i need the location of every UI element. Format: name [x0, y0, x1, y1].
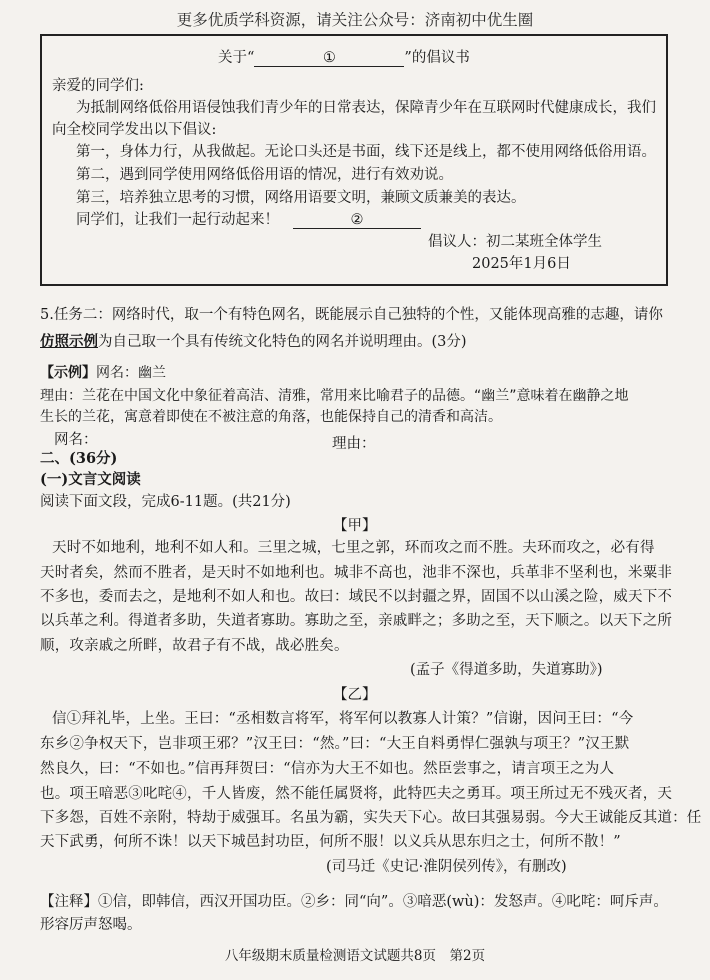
yi-line: 然良久，曰：“不如也。”信再拜贺曰：“信亦为大王不如也。然臣尝事之，请言项王之为人	[40, 761, 615, 777]
yi-line: 东乡②争权天下，岂非项王邪？”汉王曰：“然。”曰：“大王自料勇悍仁强孰与项王？”汉王默	[40, 736, 630, 752]
jia-source: (孟子《得道多助，失道寡助》)	[410, 662, 603, 678]
proposal-date: 2025年1月6日	[472, 256, 571, 272]
section-subheading: (一)文言文阅读	[40, 471, 141, 488]
yi-label: 【乙】	[333, 687, 377, 703]
section-heading: 二、(36分)	[40, 450, 118, 467]
proposal-greeting: 亲爱的同学们:	[52, 78, 144, 94]
proposal-item-1: 第一，身体力行，从我做起。无论口头还是书面，线下还是线上，都不使用网络低俗用语。	[76, 144, 656, 160]
proposal-signer: 倡议人：初二某班全体学生	[428, 234, 602, 250]
yi-line: 也。项王喑恶③叱咤④，千人皆废，然不能任属贤将，此特匹夫之勇耳。项王所过无不残灭者，天	[40, 786, 673, 802]
answer-name-label: 网名：	[54, 432, 98, 448]
notes-line-2: 形容厉声怒喝。	[40, 917, 142, 933]
jia-line: 顺，攻亲戚之所畔，故君子有不战，战必胜矣。	[40, 638, 349, 654]
task5-line-1: 5.任务二：网络时代，取一个有特色网名，既能展示自己独特的个性，又能体现高雅的志趣，请你	[40, 307, 663, 323]
blank-1: ①	[254, 50, 404, 67]
proposal-item-3: 第三，培养独立思考的习惯，网络用语要文明，兼顾文质兼美的表达。	[76, 190, 526, 206]
yi-line: 下多怨，百姓不亲附，特劫于威强耳。名虽为霸，实失天下心。故曰其强易弱。今大王诚能反其道：任	[40, 810, 702, 826]
jia-line: 天时者矣，然而不胜者，是天时不如地利也。城非不高也，池非不深也，兵革非不坚利也，米粟非	[40, 565, 673, 581]
jia-label: 【甲】	[333, 518, 377, 534]
section-instruction: 阅读下面文段，完成6-11题。(共21分)	[40, 494, 291, 510]
answer-reason-label: 理由：	[332, 436, 376, 452]
blank-2: ②	[293, 212, 421, 229]
proposal-intro-1: 为抵制网络低俗用语侵蚀我们青少年的日常表达，保障青少年在互联网时代健康成长，我们	[76, 100, 656, 116]
yi-line: 天下武勇，何所不诛！以天下城邑封功臣，何所不服！以义兵从思东归之士，何所不散！”	[40, 834, 621, 850]
jia-line: 天时不如地利，地利不如人和。三里之城，七里之郭，环而攻之而不胜。夫环而攻之，必有得	[52, 540, 655, 556]
proposal-item-2: 第二，遇到同学使用网络低俗用语的情况，进行有效劝说。	[76, 167, 453, 183]
yi-line: 信①拜礼毕，上坐。王曰：“丞相数言将军，将军何以教寡人计策？”信谢，因问王曰：“今	[52, 711, 634, 727]
example-reason-1: 理由：兰花在中国文化中象征着高洁、清雅，常用来比喻君子的品德。“幽兰”意味着在幽静之地	[40, 388, 629, 404]
jia-line: 以兵革之利。得道者多助，失道者寡助。寡助之至，亲戚畔之；多助之至，天下顺之。以天下之所	[40, 613, 673, 629]
task5-line-2: 仿照示例为自己取一个具有传统文化特色的网名并说明理由。(3分)	[40, 333, 467, 350]
jia-line: 不多也，委而去之，是地利不如人和也。故曰：域民不以封疆之界，固国不以山溪之险，威天下不	[40, 589, 673, 605]
yi-source: (司马迁《史记·淮阴侯列传》，有删改)	[326, 859, 567, 875]
example-line: 【示例】网名：幽兰	[40, 365, 166, 381]
proposal-title: 关于“ ① ”的倡议书	[218, 50, 470, 66]
top-banner: 更多优质学科资源，请关注公众号：济南初中优生圈	[176, 11, 534, 29]
proposal-box	[40, 34, 668, 286]
proposal-closing: 同学们，让我们一起行动起来！ ②	[76, 208, 421, 229]
notes-line-1: 【注释】①信，即韩信，西汉开国功臣。②乡：同“向”。③喑恶(wù)：发怒声。④叱咤：呵斥声。	[40, 894, 668, 910]
proposal-intro-2: 向全校同学发出以下倡议:	[52, 122, 217, 138]
example-reason-2: 生长的兰花，寓意着即使在不被注意的角落，也能保持自己的清香和高洁。	[40, 409, 502, 425]
page-footer: 八年级期末质量检测语文试题共8页 第2页	[224, 948, 486, 964]
